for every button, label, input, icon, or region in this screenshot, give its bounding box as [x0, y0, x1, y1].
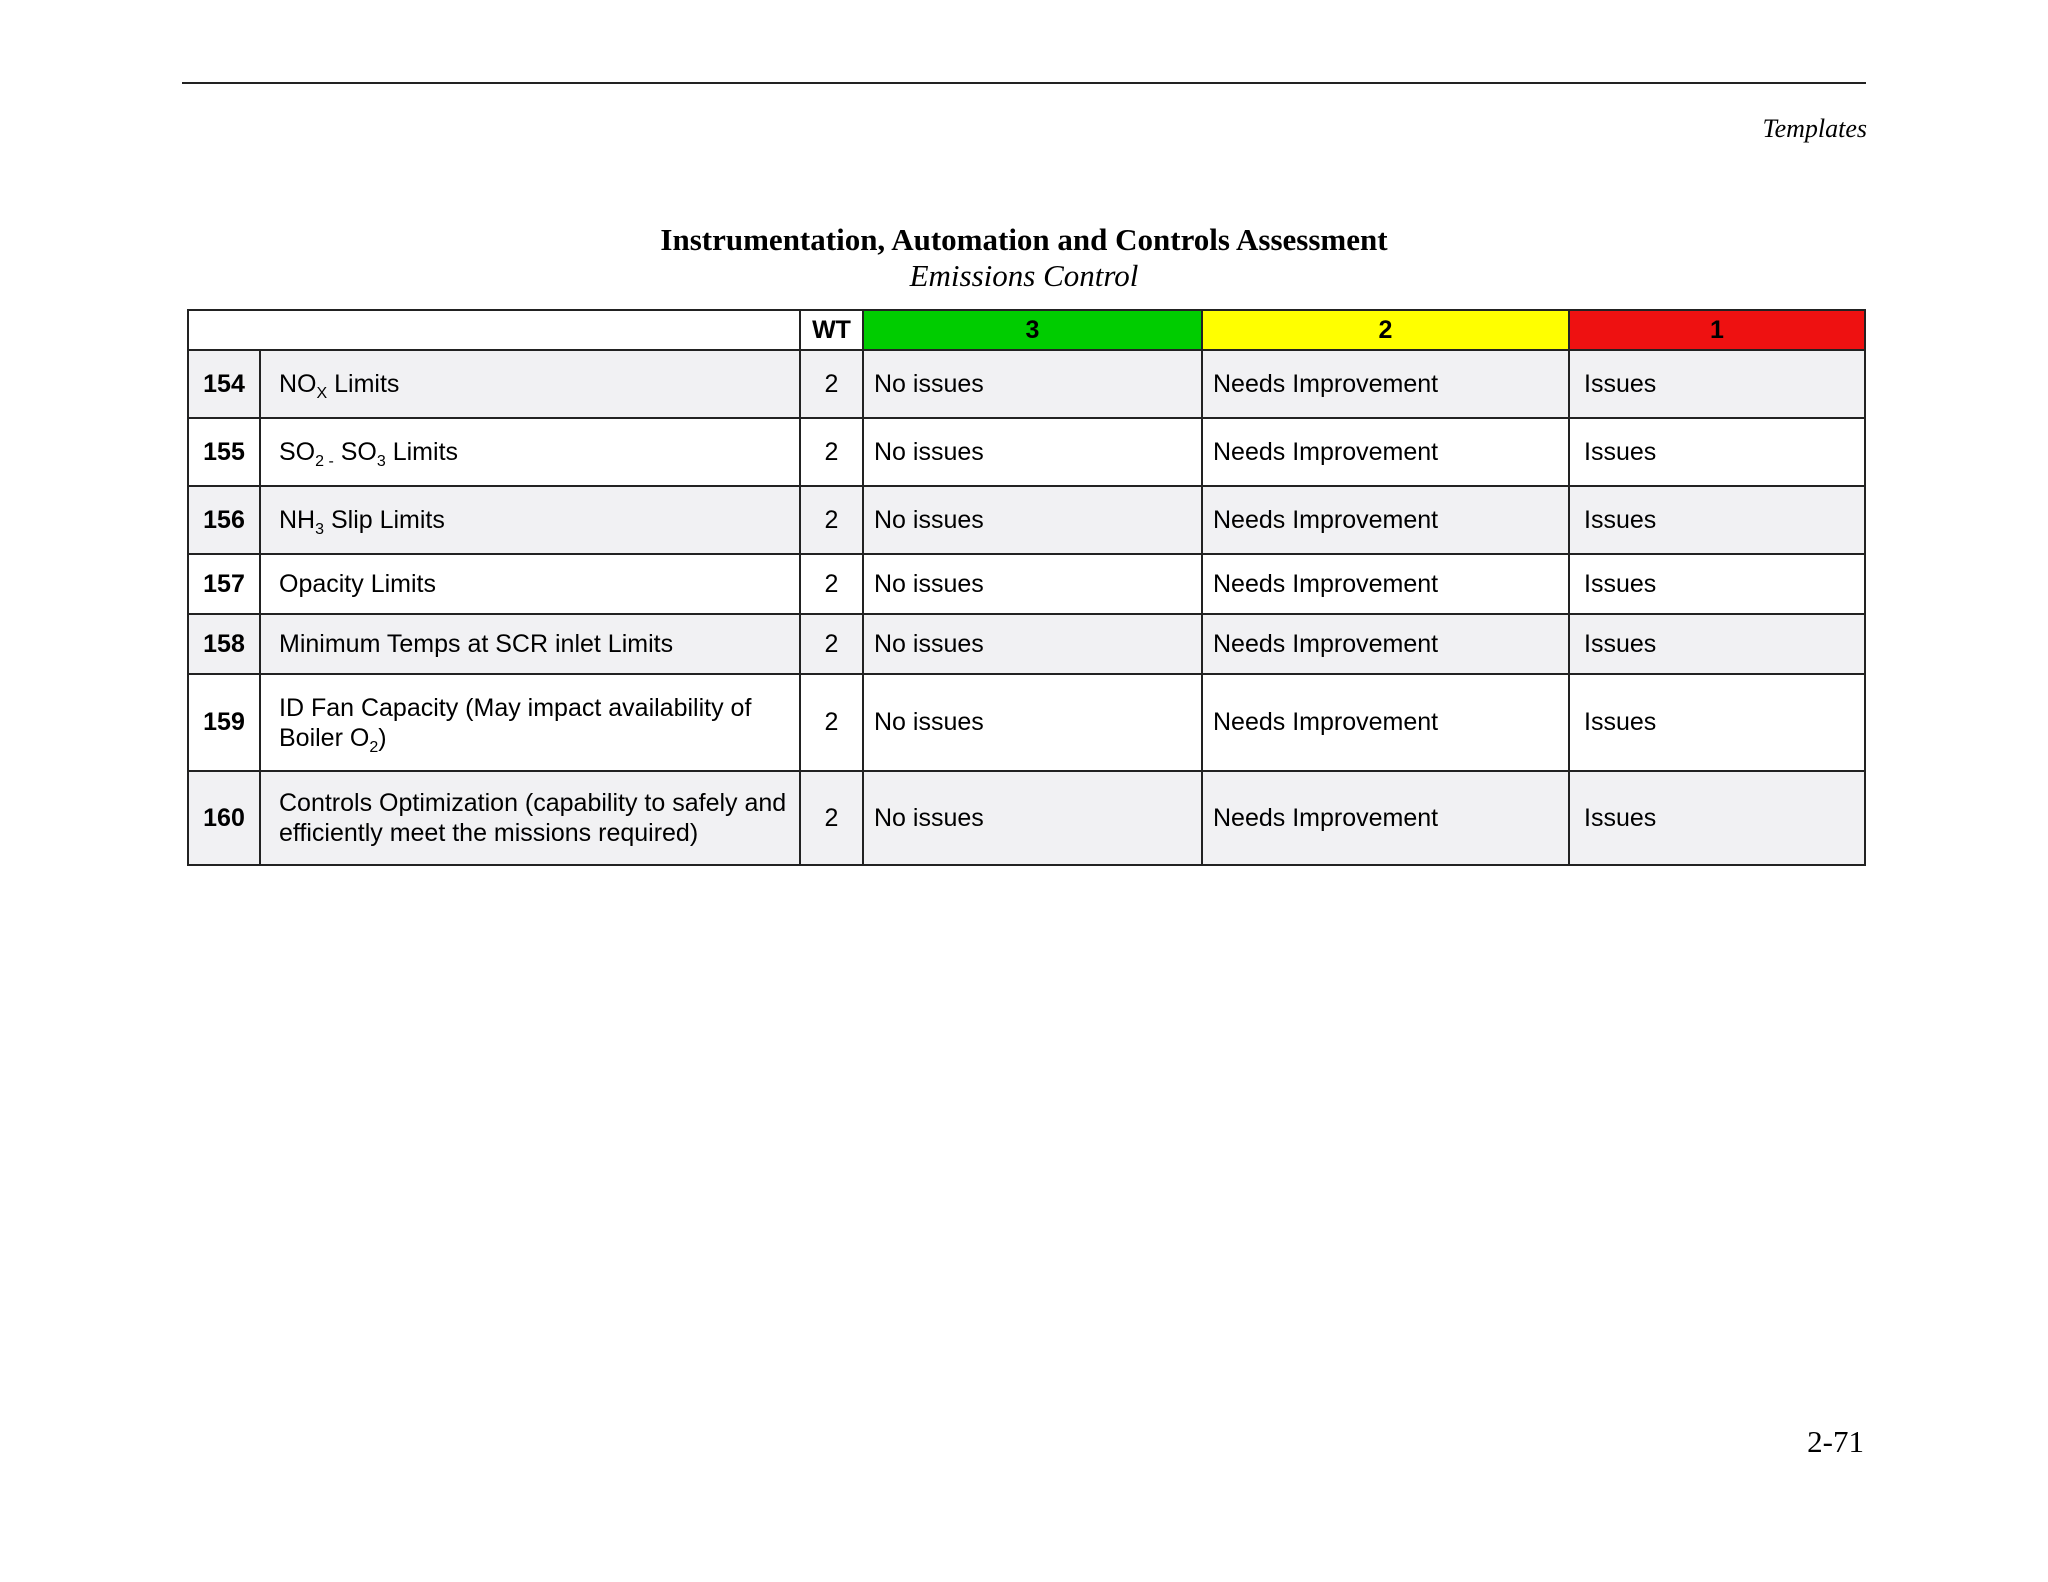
- row-level-2: Needs Improvement: [1202, 674, 1569, 771]
- table-header-row: [188, 310, 1865, 350]
- row-label-tail: Slip Limits: [324, 506, 445, 534]
- row-number: 157: [188, 554, 260, 614]
- row-label-text: SO: [279, 438, 316, 466]
- row-label: [260, 486, 800, 554]
- row-level-1: Issues: [1569, 674, 1865, 771]
- row-label: [260, 350, 800, 418]
- row-label-subscript: X: [316, 385, 328, 402]
- row-level-1: Issues: [1569, 771, 1865, 865]
- row-label-tail: Limits: [385, 438, 459, 466]
- row-label: Minimum Temps at SCR inlet Limits: [260, 614, 800, 674]
- row-label-mid: SO: [333, 438, 377, 466]
- row-label-tail: Limits: [327, 370, 400, 398]
- row-level-3: No issues: [863, 771, 1202, 865]
- row-label: [260, 418, 800, 486]
- row-weight: 2: [800, 418, 863, 486]
- row-label-text: NO: [279, 370, 317, 398]
- header-level-1: 1: [1569, 310, 1865, 350]
- table-row: [188, 418, 1865, 486]
- row-label: Controls Optimization (capability to safely and efficiently meet the missions required): [260, 771, 800, 865]
- row-weight: 2: [800, 350, 863, 418]
- row-label: [260, 674, 800, 771]
- row-level-2: Needs Improvement: [1202, 486, 1569, 554]
- table-row: [188, 350, 1865, 418]
- row-level-2: Needs Improvement: [1202, 418, 1569, 486]
- row-label-subscript: 2 -: [315, 453, 334, 470]
- row-level-2: Needs Improvement: [1202, 554, 1569, 614]
- header-wt: WT: [800, 310, 863, 350]
- row-level-2: Needs Improvement: [1202, 614, 1569, 674]
- row-level-2: Needs Improvement: [1202, 350, 1569, 418]
- table-row: [188, 614, 1865, 674]
- row-number: 159: [188, 674, 260, 771]
- row-weight: 2: [800, 486, 863, 554]
- table-row: [188, 771, 1865, 865]
- row-level-3: No issues: [863, 554, 1202, 614]
- table-row: [188, 486, 1865, 554]
- row-label-subscript-2: 3: [376, 453, 386, 470]
- row-label: Opacity Limits: [260, 554, 800, 614]
- page-subtitle: Emissions Control: [909, 258, 1139, 293]
- running-head: Templates: [1762, 114, 1867, 143]
- row-number: 160: [188, 771, 260, 865]
- row-number: 154: [188, 350, 260, 418]
- row-level-3: No issues: [863, 418, 1202, 486]
- table-row: [188, 554, 1865, 614]
- table-row: [188, 674, 1865, 771]
- row-label-subscript: 2: [369, 738, 379, 756]
- header-blank-cell: [188, 310, 800, 350]
- row-level-2: Needs Improvement: [1202, 771, 1569, 865]
- row-label-subscript: 3: [315, 521, 325, 538]
- page-title: Instrumentation, Automation and Controls Assessment: [660, 222, 1388, 257]
- assessment-table: [187, 309, 1866, 866]
- row-level-1: Issues: [1569, 614, 1865, 674]
- row-level-1: Issues: [1569, 554, 1865, 614]
- row-level-1: Issues: [1569, 486, 1865, 554]
- row-weight: 2: [800, 771, 863, 865]
- header-level-3: 3: [863, 310, 1202, 350]
- row-level-1: Issues: [1569, 418, 1865, 486]
- header-level-2: 2: [1202, 310, 1569, 350]
- row-weight: 2: [800, 614, 863, 674]
- row-number: 156: [188, 486, 260, 554]
- header-rule: [182, 82, 1866, 84]
- row-weight: 2: [800, 554, 863, 614]
- row-label-text: NH: [279, 506, 316, 534]
- row-weight: 2: [800, 674, 863, 771]
- row-level-1: Issues: [1569, 350, 1865, 418]
- row-level-3: No issues: [863, 614, 1202, 674]
- row-label-tail: ): [378, 723, 387, 752]
- row-level-3: No issues: [863, 674, 1202, 771]
- row-number: 155: [188, 418, 260, 486]
- row-level-3: No issues: [863, 350, 1202, 418]
- page-number: 2-71: [1807, 1424, 1864, 1459]
- row-label-text: ID Fan Capacity (May impact availability of Boiler O: [279, 693, 752, 752]
- row-number: 158: [188, 614, 260, 674]
- row-level-3: No issues: [863, 486, 1202, 554]
